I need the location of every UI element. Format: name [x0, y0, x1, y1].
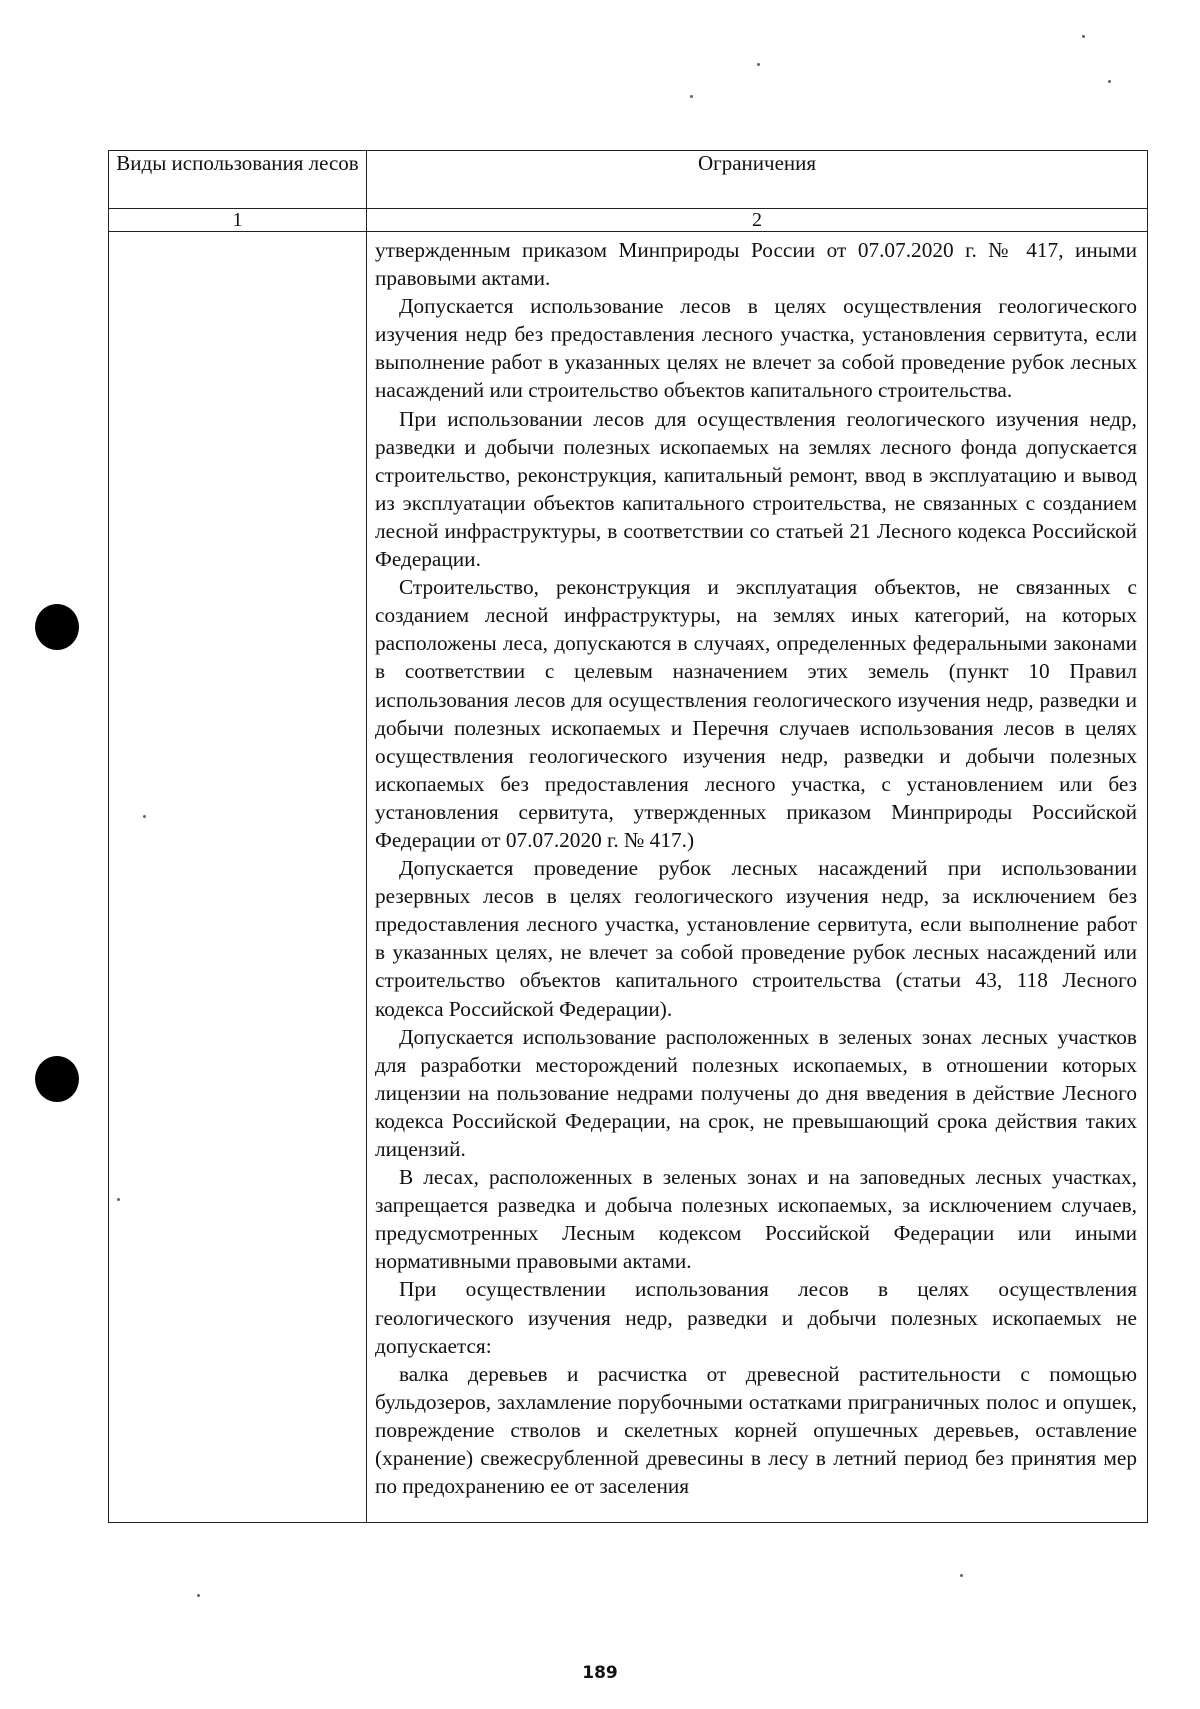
paragraph: Допускается использование расположенных в зеленых зонах лесных участков для разработки месторождений полезных ископаемых, в отношении которых лицензии на пользование недрами получены до дня введения в действие Лесного кодекса Российской Федерации, на срок, не превышающий срока действия таких лицензий.	[375, 1024, 1137, 1161]
restrictions-text	[367, 232, 1147, 1500]
scan-speck	[1082, 35, 1085, 38]
scan-speck	[1108, 80, 1111, 83]
paragraph: утвержденным приказом Минприроды России от 07.07.2020 г. № 417, иными правовыми актами.	[375, 238, 1137, 291]
paragraph: Допускается проведение рубок лесных насаждений при использовании резервных лесов в целях геологического изучения недр, за исключением без предоставления лесного участка, установление сервитута, если выполнение работ в указанных целях, не влечет за собой проведение рубок лесных насаждений или строительство объектов капитального строительства (статьи 43, 118 Лесного кодекса Российской Федерации).	[375, 856, 1137, 1021]
column-number-row	[109, 209, 1148, 232]
forest-use-type-cell	[109, 232, 367, 1523]
header-restrictions: Ограничения	[367, 151, 1148, 209]
paragraph: В лесах, расположенных в зеленых зонах и на заповедных лесных участках, запрещается разведка и добыча полезных ископаемых, за исключением случаев, предусмотренных Лесным кодексом Российской Федерации или иными нормативными правовыми актами.	[375, 1165, 1137, 1274]
paragraph: Строительство, реконструкция и эксплуатация объектов, не связанных с созданием лесной инфраструктуры, на землях иных категорий, на которых расположены леса, допускаются в случаях, определенных федеральными законами в соответствии с целевым назначением этих земель (пункт 10 Правил использования лесов для осуществления геологического изучения недр, разведки и добычи полезных ископаемых и Перечня случаев использования лесов в целях осуществления геологического изучения недр, разведки и добычи полезных ископаемых без предоставления лесного участка, с установлением или без установления сервитута, утвержденных приказом Минприроды Российской Федерации от 07.07.2020 г. № 417.)	[375, 575, 1137, 852]
paragraph: Допускается использование лесов в целях осуществления геологического изучения недр без предоставления лесного участка, установления сервитута, если выполнение работ в указанных целях не влечет за собой проведение рубок лесных насаждений или строительство объектов капитального строительства.	[375, 294, 1137, 403]
table-header-row	[109, 151, 1148, 209]
scan-speck	[197, 1594, 200, 1597]
page-number: 189	[582, 1663, 618, 1683]
column-number-2: 2	[367, 209, 1148, 232]
restrictions-table	[108, 150, 1148, 1523]
punch-hole	[35, 604, 79, 650]
punch-hole	[35, 1056, 79, 1102]
header-forest-use-types: Виды использования лесов	[109, 151, 367, 209]
scan-speck	[960, 1574, 963, 1577]
scan-speck	[757, 63, 760, 66]
table-row	[109, 232, 1148, 1523]
paragraph: При использовании лесов для осуществления геологического изучения недр, разведки и добычи полезных ископаемых на землях лесного фонда допускается строительство, реконструкция, капитальный ремонт, ввод в эксплуатацию и вывод из эксплуатации объектов капитального строительства, не связанных с созданием лесной инфраструктуры, в соответствии со статьей 21 Лесного кодекса Российской Федерации.	[375, 406, 1137, 572]
scan-speck	[690, 95, 693, 98]
column-number-1: 1	[109, 209, 367, 232]
paragraph: валка деревьев и расчистка от древесной растительности с помощью бульдозеров, захламление порубочными остатками приграничных полос и опушек, повреждение стволов и скелетных корней опушечных деревьев, оставление (хранение) свежесрубленной древесины в лесу в летний период без принятия мер по предохранению ее от заселения	[375, 1361, 1137, 1499]
paragraph: При осуществлении использования лесов в целях осуществления геологического изучения недр, разведки и добычи полезных ископаемых не допускается:	[375, 1277, 1137, 1358]
restrictions-cell	[367, 232, 1148, 1523]
